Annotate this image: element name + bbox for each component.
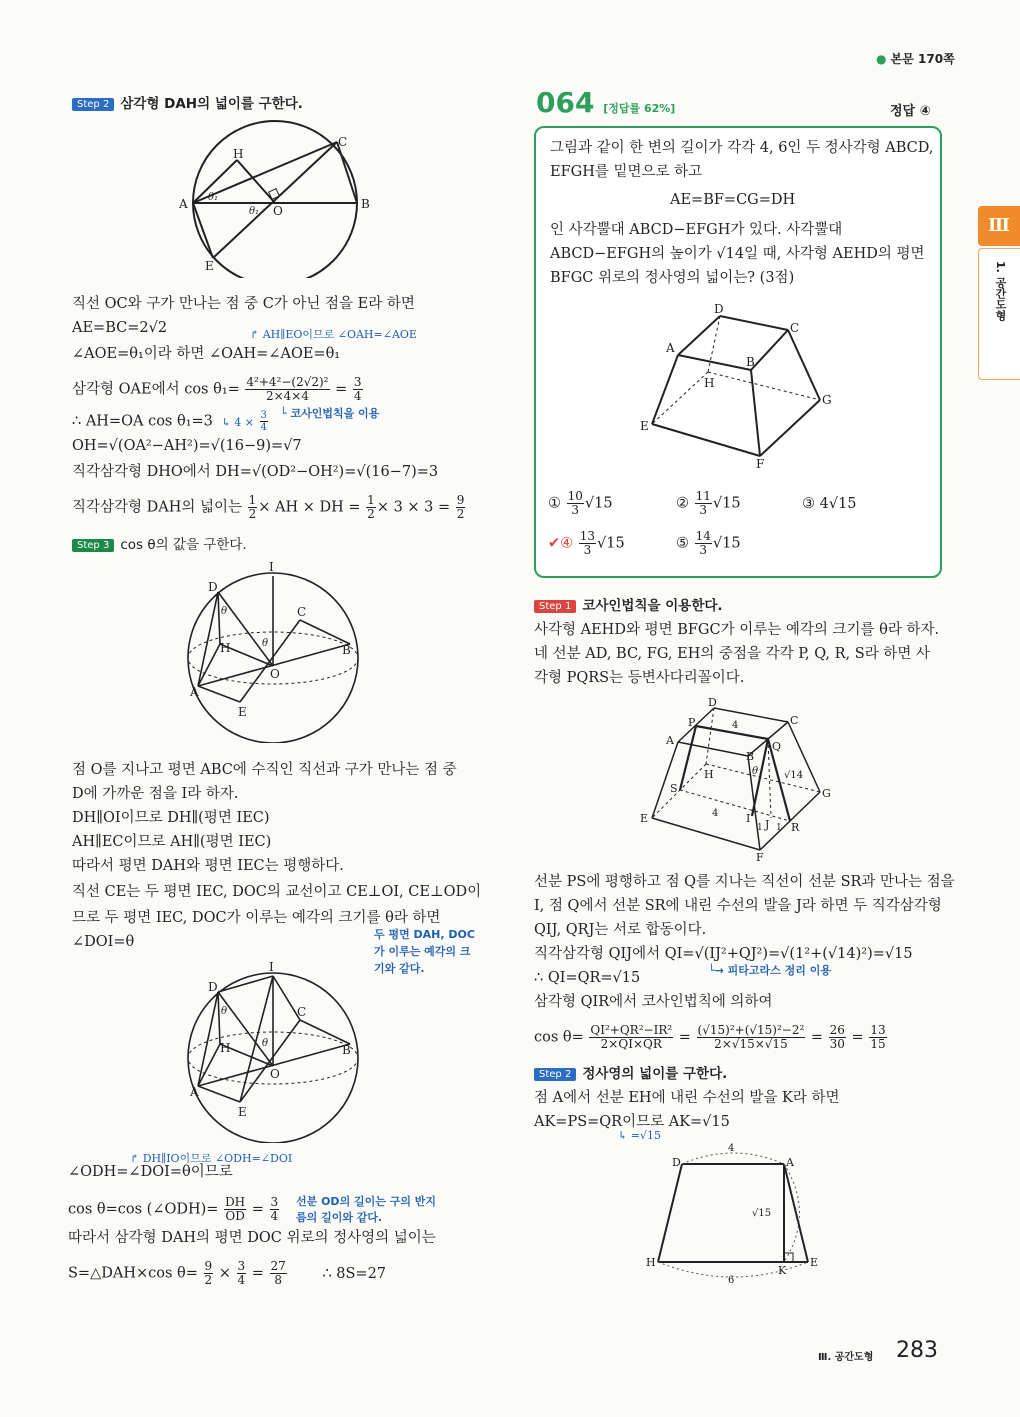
label-b: B bbox=[746, 355, 755, 369]
choice-1[interactable]: ① $\frac{10}{3}$ √15 bbox=[548, 489, 613, 517]
right-line2-4: 직각삼각형 QIJ에서 QI=√(IJ²+QJ²)=√(1²+(√14)²)=√15 bbox=[534, 946, 913, 962]
label-d: D bbox=[714, 302, 724, 316]
left-line3-4: AH∥EC이므로 AH∥(평면 IEC) bbox=[72, 834, 272, 850]
left-line3-7: 므로 두 평면 IEC, DOC가 이루는 예각의 크기를 θ라 하면 bbox=[72, 910, 441, 926]
chapter-label: 1. 공간도형 bbox=[994, 261, 1007, 321]
left-line-cos: cos θ=cos (∠ODH)= $\frac{DH}{OD}$ = $\frac{3}{4}$ bbox=[68, 1195, 279, 1223]
line-ae bbox=[198, 686, 240, 702]
label-theta1-b: θ₁ bbox=[249, 206, 260, 217]
frustum-figure bbox=[636, 300, 836, 470]
label-g: G bbox=[822, 393, 832, 407]
edge-dh bbox=[706, 708, 714, 764]
label-c: C bbox=[790, 714, 799, 727]
edge-he bbox=[652, 764, 706, 818]
label-theta1: θ₁ bbox=[208, 192, 219, 203]
right-line1-2: 네 선분 AD, BC, FG, EH의 중점을 각각 P, Q, R, S라 하면 사 bbox=[534, 646, 930, 662]
label-d: D bbox=[708, 696, 717, 709]
left-line-7: 직각삼각형 DHO에서 DH=√(OD²−OH²)=√(16−7)=3 bbox=[72, 464, 439, 480]
label-h: H bbox=[704, 768, 714, 781]
label-theta-b: θ bbox=[262, 638, 269, 649]
label-b: B bbox=[342, 643, 351, 657]
edge-ba bbox=[678, 355, 751, 370]
step-badge: Step 2 bbox=[534, 1068, 576, 1081]
label-theta: θ bbox=[221, 1006, 228, 1017]
left-line-8: 직각삼각형 DAH의 넓이는 $\frac{1}{2}$ × AH × DH = $\frac{1}{2}$ × 3 × 3 = $\frac{9}{2}$ bbox=[72, 493, 465, 521]
line-da bbox=[198, 992, 218, 1086]
label-d: D bbox=[208, 980, 218, 994]
edge-dc bbox=[720, 316, 788, 330]
segment-sr bbox=[680, 790, 790, 821]
label-len-1b: 1 bbox=[776, 823, 782, 833]
label-r: R bbox=[791, 821, 800, 834]
label-a: A bbox=[190, 1085, 199, 1099]
label-h: H bbox=[704, 376, 715, 390]
line-ha bbox=[198, 644, 220, 686]
note-cosine-law: └ 코사인법칙을 이용 bbox=[280, 407, 380, 420]
problem-header bbox=[536, 86, 675, 119]
label-a: A bbox=[190, 685, 199, 699]
line-dh bbox=[218, 592, 220, 644]
label-theta: θ bbox=[752, 766, 759, 777]
label-p: P bbox=[688, 716, 696, 729]
label-h: H bbox=[220, 641, 231, 655]
step-badge: Step 1 bbox=[534, 600, 576, 613]
label-q: Q bbox=[772, 740, 782, 753]
line-ha bbox=[198, 1044, 220, 1086]
left-step2-heading bbox=[72, 92, 303, 112]
label-f: F bbox=[756, 457, 765, 470]
label-e: E bbox=[640, 812, 649, 825]
label-d: D bbox=[672, 1156, 681, 1169]
footer-section: Ⅲ. 공간도형 bbox=[818, 1352, 874, 1363]
label-theta: θ bbox=[221, 606, 228, 617]
line-ic bbox=[273, 976, 300, 1020]
right-step2-heading bbox=[534, 1062, 727, 1082]
label-h: H bbox=[233, 147, 244, 161]
step-title: cos θ의 값을 구한다. bbox=[120, 537, 247, 553]
note-qr: ↳ =√15 bbox=[618, 1129, 661, 1142]
label-a: A bbox=[666, 734, 674, 747]
label-b: B bbox=[342, 1043, 351, 1057]
edge-ad bbox=[678, 316, 720, 355]
circle-figure bbox=[175, 118, 380, 278]
label-h: H bbox=[220, 1041, 231, 1055]
problem-number: 064 bbox=[536, 86, 595, 119]
label-f: F bbox=[756, 851, 764, 864]
label-h: H bbox=[646, 1256, 656, 1269]
line-ce bbox=[213, 142, 337, 258]
edge-ad bbox=[678, 708, 714, 742]
trapezoid-figure bbox=[640, 1142, 830, 1287]
page-number: 283 bbox=[896, 1338, 938, 1363]
line-cb bbox=[300, 1020, 350, 1044]
right-step1-heading bbox=[534, 594, 723, 614]
right-line2-1: 선분 PS에 평행하고 점 Q를 지나는 직선이 선분 SR과 만나는 점을 bbox=[534, 874, 955, 890]
arc-side bbox=[784, 1164, 800, 1262]
label-c: C bbox=[297, 605, 307, 619]
note-dh-io: ↱ DH∥IO이므로 ∠ODH=∠DOI bbox=[130, 1152, 293, 1165]
left-line3-5: 따라서 평면 DAH와 평면 IEC는 평행하다. bbox=[72, 858, 344, 874]
label-a: A bbox=[786, 1156, 794, 1169]
left-line3-3: DH∥OI이므로 DH∥(평면 IEC) bbox=[72, 810, 270, 826]
label-e: E bbox=[238, 705, 247, 719]
line-cb bbox=[300, 620, 350, 644]
problem-text-5: ABCD−EFGH의 높이가 √14일 때, 사각형 AEHD의 평면 bbox=[550, 246, 925, 262]
label-a: A bbox=[179, 197, 188, 211]
label-c: C bbox=[790, 321, 800, 335]
label-len-6: 6 bbox=[728, 1275, 735, 1286]
sphere-figure-1 bbox=[180, 558, 370, 743]
label-b: B bbox=[746, 750, 755, 763]
label-g: G bbox=[822, 787, 831, 800]
left-line-s: S=△DAH×cos θ= $\frac{9}{2}$ × $\frac{3}{4}$ = $\frac{27}{8}$ ∴ 8S=27 bbox=[68, 1259, 387, 1287]
check-mark-icon: ✔ bbox=[548, 535, 561, 552]
label-len-4-bottom: 4 bbox=[712, 808, 719, 819]
edge-ae bbox=[652, 355, 678, 424]
page-ref: ● 본문 170쪽 bbox=[876, 52, 955, 66]
label-k: K bbox=[778, 1264, 787, 1277]
label-e: E bbox=[810, 1256, 819, 1269]
left-line-1: 직선 OC와 구가 만나는 점 중 C가 아닌 점을 E라 하면 bbox=[72, 296, 415, 312]
edge-ae bbox=[652, 742, 678, 818]
label-e: E bbox=[640, 419, 649, 433]
final-answer: ∴ 8S=27 bbox=[322, 1265, 387, 1282]
edge-hg bbox=[708, 372, 820, 400]
label-b: B bbox=[361, 197, 370, 211]
edge-hd bbox=[658, 1164, 682, 1262]
left-step3-heading bbox=[72, 533, 247, 553]
right-line2-5: ∴ QI=QR=√15 bbox=[534, 970, 641, 986]
label-i: I bbox=[746, 812, 751, 825]
arc-top bbox=[682, 1153, 784, 1164]
left-line-odh: ∠ODH=∠DOI=θ이므로 bbox=[68, 1164, 233, 1180]
choice-4[interactable]: ✔④ $\frac{13}{3}$ √15 bbox=[548, 529, 625, 557]
edge-cg bbox=[788, 722, 820, 792]
choice-3[interactable]: ③ 4√15 bbox=[802, 496, 857, 512]
label-i: I bbox=[269, 560, 274, 574]
segment-ps bbox=[680, 726, 696, 790]
step-title: 코사인법칙을 이용한다. bbox=[582, 598, 723, 614]
right-line1-1: 사각형 AEHD와 평면 BFGC가 이루는 예각의 크기를 θ라 하자. bbox=[534, 622, 940, 638]
line-dh bbox=[218, 992, 220, 1044]
step-title: 삼각형 DAH의 넓이를 구한다. bbox=[120, 96, 303, 112]
label-o: O bbox=[270, 667, 280, 681]
left-line-5: ∴ AH=OA cos θ₁=3 ↳ 4 × $\frac{3}{4}$ bbox=[72, 410, 267, 433]
problem-text-4: 인 사각뿔대 ABCD−EFGH가 있다. 사각뿔대 bbox=[550, 222, 843, 238]
right-line1-3: 각형 PQRS는 등변사다리꼴이다. bbox=[534, 670, 745, 686]
label-i: I bbox=[269, 960, 274, 974]
right-line4-2: AK=PS=QR이므로 AK=√15 bbox=[534, 1114, 730, 1130]
left-line3-1: 점 O를 지나고 평면 ABC에 수직인 직선과 구가 만나는 점 중 bbox=[72, 762, 457, 778]
right-cos-theta: cos θ= $\frac{\text{QI²+QR²−IR²}}{2\times QI\times QR}$ = $\frac{\text{(√15)²+(√15)²−2²}}{2\times√15\times√15}$ = $\frac{26}{30}$ = $\frac{13}{15}$ bbox=[534, 1023, 886, 1051]
line-ae bbox=[198, 1086, 240, 1102]
chapter-tab[interactable]: Ⅲ bbox=[978, 206, 1020, 246]
left-line-3: ∠AOE=θ₁이라 하면 ∠OAH=∠AOE=θ₁ bbox=[72, 346, 341, 362]
label-c: C bbox=[338, 135, 348, 149]
step-badge: Step 3 bbox=[72, 539, 114, 552]
answer-label: 정답 ④ bbox=[890, 104, 931, 119]
label-sqrt15: √15 bbox=[752, 1208, 772, 1219]
label-a: A bbox=[666, 341, 675, 355]
label-sqrt14: √14 bbox=[784, 770, 804, 781]
label-o: O bbox=[270, 1067, 280, 1081]
label-e: E bbox=[238, 1105, 247, 1119]
note-radius: 선분 OD의 길이는 구의 반지름의 길이와 같다. bbox=[296, 1195, 437, 1224]
problem-text-6: BFGC 위로의 정사영의 넓이는? (3점) bbox=[550, 270, 795, 286]
edge-cg bbox=[788, 330, 820, 400]
chord-cb bbox=[337, 142, 357, 203]
step-badge: Step 2 bbox=[72, 98, 114, 111]
choice-5[interactable]: ⑤ $\frac{14}{3}$ √15 bbox=[676, 529, 741, 557]
label-theta-b: θ bbox=[262, 1038, 269, 1049]
edge-he bbox=[652, 372, 708, 424]
label-e: E bbox=[205, 259, 214, 273]
step-title: 정사영의 넓이를 구한다. bbox=[582, 1066, 728, 1082]
label-d: D bbox=[208, 580, 218, 594]
label-len-4: 4 bbox=[728, 1143, 735, 1154]
circle-icon: ● bbox=[876, 52, 887, 66]
left-line3-2: D에 가까운 점을 I라 하자. bbox=[72, 786, 239, 802]
left-line-6: OH=√(OA²−AH²)=√(16−9)=√7 bbox=[72, 438, 302, 454]
sphere-figure-2 bbox=[180, 958, 370, 1143]
correct-rate: [정답률 62%] bbox=[603, 102, 676, 115]
chapter-label-tab[interactable] bbox=[978, 248, 1020, 380]
edge-bf bbox=[751, 370, 760, 456]
edge-ef bbox=[652, 818, 760, 850]
left-line-4: 삼각형 OAE에서 cos θ₁= $\frac{\text{4²+4²−(2√2)²}}{2\times 4\times 4}$ = $\frac{3}{4}$ bbox=[72, 375, 362, 403]
edge-fg bbox=[760, 400, 820, 456]
left-line-2: AE=BC=2√2 bbox=[72, 320, 168, 336]
edge-cb bbox=[751, 330, 788, 370]
right-line2-6: 삼각형 QIR에서 코사인법칙에 의하여 bbox=[534, 994, 773, 1010]
right-line4-1: 점 A에서 선분 EH에 내린 수선의 발을 K라 하면 bbox=[534, 1090, 840, 1106]
label-len-1a: 1 bbox=[757, 823, 763, 833]
frustum-midpoint-figure bbox=[636, 694, 836, 864]
note-pythagoras: └→ 피타고라스 정리 이용 bbox=[708, 964, 831, 977]
right-line2-3: QIJ, QRJ는 서로 합동이다. bbox=[534, 922, 707, 938]
label-c: C bbox=[297, 1005, 307, 1019]
left-line3-8: ∠DOI=θ bbox=[72, 934, 135, 950]
chord-ae bbox=[193, 203, 213, 258]
edge-dc bbox=[714, 708, 788, 722]
right-line2-2: I, 점 Q에서 선분 SR에 내린 수선의 발을 J라 하면 두 직각삼각형 bbox=[534, 898, 942, 914]
label-j: J bbox=[765, 818, 770, 831]
note-ah-eo: ↱ AH∥EO이므로 ∠OAH=∠AOE bbox=[250, 328, 417, 341]
label-o: O bbox=[273, 204, 283, 218]
left-line-proj: 따라서 삼각형 DAH의 평면 DOC 위로의 정사영의 넓이는 bbox=[68, 1230, 436, 1246]
problem-text-1: 그림과 같이 한 변의 길이가 각각 4, 6인 두 정사각형 ABCD, bbox=[550, 140, 934, 156]
label-s: S bbox=[670, 782, 678, 795]
problem-text-2: EFGH를 밑면으로 하고 bbox=[550, 164, 703, 180]
left-line3-6: 직선 CE는 두 평면 IEC, DOC의 교선이고 CE⊥OI, CE⊥OD이 bbox=[72, 884, 482, 900]
label-len-4-top: 4 bbox=[732, 720, 739, 731]
choice-2[interactable]: ② $\frac{11}{3}$ √15 bbox=[676, 489, 741, 517]
note-parallel-planes: 두 평면 DAH, DOC가 이루는 예각의 크기와 같다. bbox=[374, 928, 475, 975]
problem-text-3: AE=BF=CG=DH bbox=[670, 192, 796, 208]
line-da bbox=[198, 592, 218, 686]
edge-ae bbox=[784, 1164, 808, 1262]
edge-ef bbox=[652, 424, 760, 456]
